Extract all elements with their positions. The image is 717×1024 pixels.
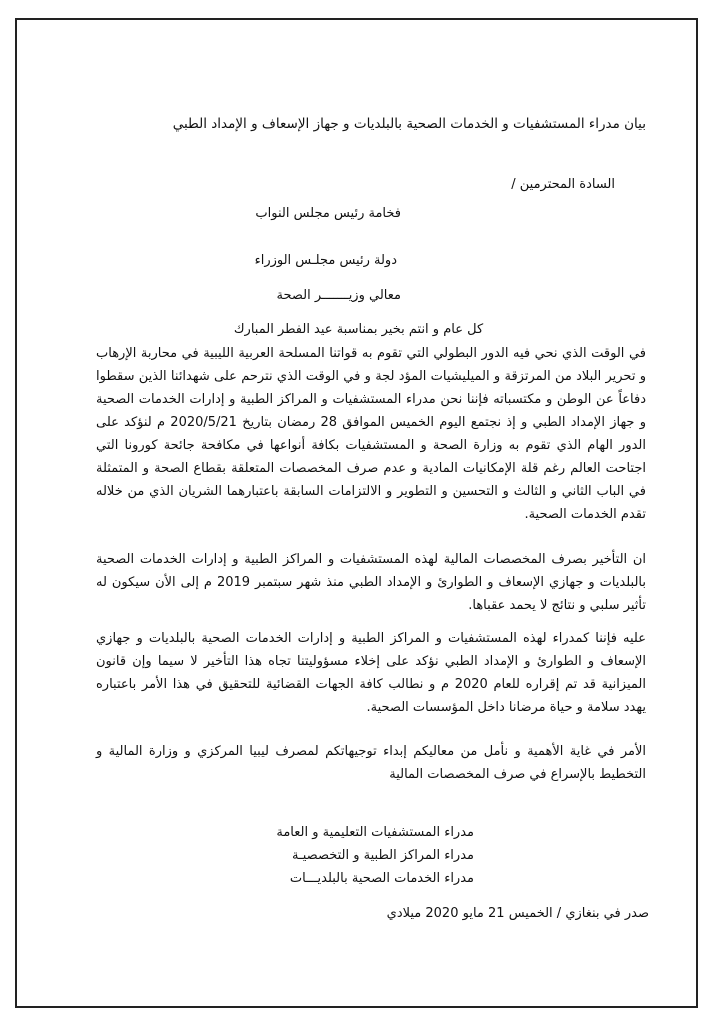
- signatories-block: [276, 821, 474, 890]
- signatory-medical-centers: مدراء المراكز الطبية و التخصصيـة: [291, 848, 474, 863]
- paragraph-context: في الوقت الذي نحي فيه الدور البطولي التي تقوم به قواتنا المسلحة العربية الليبية في محاربة الإرهاب و تحرير البلاد من المرتزقة و الميليشيات المؤد لجة و في الوقت الذي نترحم على شهدائنا الذين سقطوا دفاعاً عن الوطن و مكتسباته فإننا نحن مدراء المستشفيات و المراكز الطبية و إدارات الخدمات الصحية و جهاز الإمداد الطبي و إذ نجتمع اليوم الخميس الموافق 28 رمضان بتاريخ 2020/5/21 م لنؤكد على الدور الهام الذي تقوم به وزارة الصحة و المستشفيات بكافة أنواعها في مكافحة جائحة كورونا التي اجتاحت العالم رغم قلة الإمكانيات المادية و عدم صرف المخصصات المتعلقة بقطاع الصحة و المتمثلة في الباب الثاني و الثالث و التحسين و التطوير و الالتزامات السابقة باعتبارهما الشريان الذي من خلاله تقدم الخدمات الصحية.: [96, 346, 646, 522]
- addressee-prime-minister: دولة رئيس مجلـس الوزراء: [254, 253, 397, 268]
- addressee-parliament: فخامة رئيس مجلس النواب: [255, 206, 401, 221]
- signatory-municipal-health-services: مدراء الخدمات الصحية بالبلديـــات: [289, 871, 474, 886]
- paragraph-delay: ان التأخير بصرف المخصصات المالية لهذه المستشفيات و المراكز الطبية و إدارات الخدمات الصحية بالبلديات و جهازي الإسعاف و الطوارئ و الإمداد الطبي منذ شهر سبتمبر 2019 م إلى الأن سيكون له تأثير سلبي و نتائج لا يحمد عقباها.: [96, 552, 646, 613]
- document-heading: بيان مدراء المستشفيات و الخدمات الصحية بالبلديات و جهاز الإسعاف و الإمداد الطبي: [172, 116, 646, 132]
- paragraph-responsibility: عليه فإننا كمدراء لهذه المستشفيات و المراكز الطبية و إدارات الخدمات الصحية بالبلديات و جهازي الإسعاف و الطوارئ و الإمداد الطبي نؤكد على إخلاء مسؤوليتنا تجاه هذا التأخير لا سيما وإن قانون الميزانية قد تم إقراره للعام 2020 م و نطالب كافة الجهات القضائية للتحقيق في هذا الأمر باعتباره يهدد سلامة و حياة مرضانا داخل المؤسسات الصحية.: [96, 631, 646, 715]
- salutation: السادة المحترمين /: [511, 177, 615, 192]
- eid-greeting: كل عام و انتم بخير بمناسبة عيد الفطر المبارك: [233, 322, 484, 337]
- paragraph-request: الأمر في غاية الأهمية و نأمل من معاليكم إبداء توجيهاتكم لمصرف ليبيا المركزي و وزارة المالية و التخطيط بالإسراع في صرف المخصصات المالية: [96, 744, 646, 782]
- addressee-health-minister: معالي وزيـــــــر الصحة: [276, 288, 401, 303]
- issued-place-date: صدر في بنغازي / الخميس 21 مايو 2020 ميلادي: [386, 906, 649, 921]
- signatory-hospitals: مدراء المستشفيات التعليمية و العامة: [276, 825, 474, 840]
